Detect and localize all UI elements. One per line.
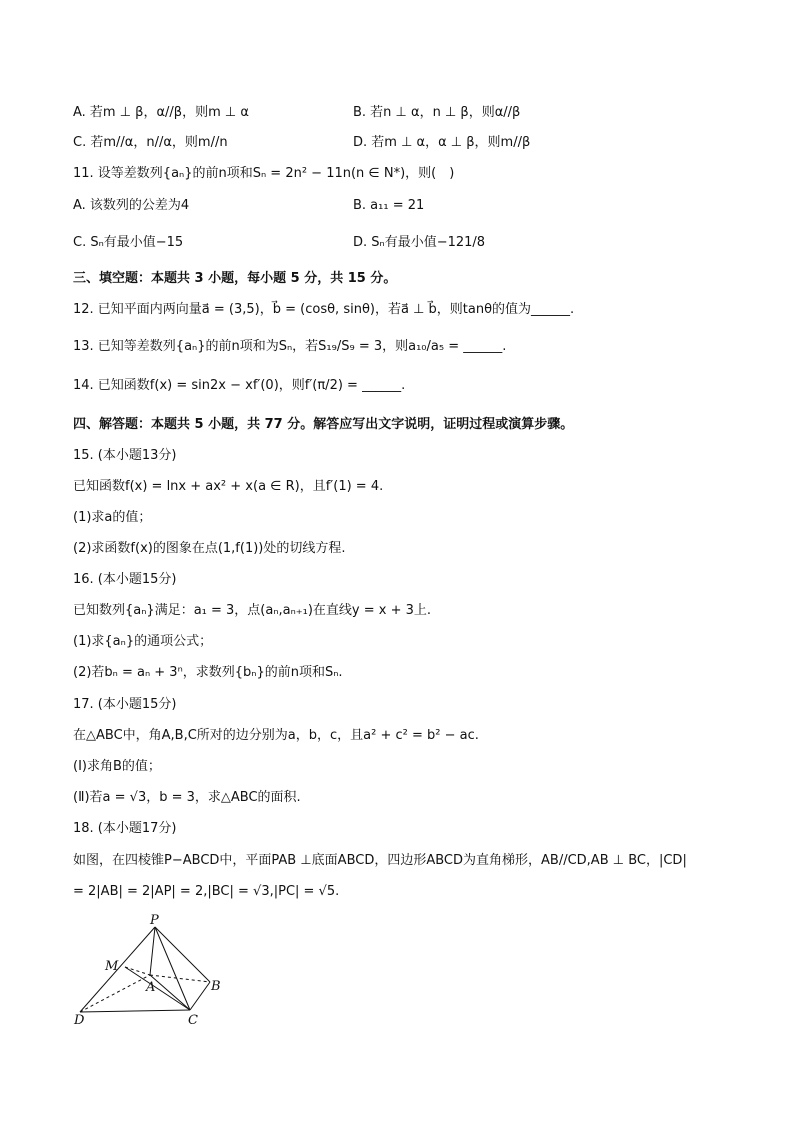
q17-stem: 在△ABC中，角A,B,C所对的边分别为a，b，c，且a² + c² = b² − ac. [73,728,479,743]
label-b: B [211,979,221,994]
q16-title: 16. (本小题15分) [73,572,177,587]
q14-text: 14. 已知函数f(x) = sin2x − xf′(0)，则f′(π/2) = ______. [73,378,406,393]
q15-part-2: (2)求函数f(x)的图象在点(1,f(1))处的切线方程. [73,541,346,556]
section4-heading: 四、解答题：本题共 5 小题，共 77 分。解答应写出文字说明，证明过程或演算步骤。 [73,417,574,432]
q11-stem: 11. 设等差数列{aₙ}的前n项和Sₙ = 2n² − 11n(n ∈ N*)，则( ) [73,166,455,181]
q13-text: 13. 已知等差数列{aₙ}的前n项和为Sₙ，若S₁₉/S₉ = 3，则a₁₀/a₅ = ______. [73,339,507,354]
q11-option-a: A. 该数列的公差为4 [73,198,190,213]
q10-option-b: B. 若n ⊥ α，n ⊥ β，则α//β [353,105,521,120]
q18-title: 18. (本小题17分) [73,821,177,836]
q10-option-c: C. 若m//α，n//α，则m//n [73,135,228,150]
q15-part-1: (1)求a的值； [73,510,152,525]
label-m: M [105,959,119,974]
q16-stem: 已知数列{aₙ}满足：a₁ = 3，点(aₙ,aₙ₊₁)在直线y = x + 3上. [73,603,432,618]
q11-option-b: B. a₁₁ = 21 [353,198,425,213]
section3-heading: 三、填空题：本题共 3 小题，每小题 5 分，共 15 分。 [73,271,397,286]
q11-option-c: C. Sₙ有最小值−15 [73,235,184,250]
q15-title: 15. (本小题13分) [73,448,177,463]
label-c: C [188,1013,198,1027]
q18-stem-line2: = 2|AB| = 2|AP| = 2,|BC| = √3,|PC| = √5. [73,884,340,899]
q16-part-1: (1)求{aₙ}的通项公式； [73,634,213,649]
q18-stem-line1: 如图，在四棱锥P−ABCD中，平面PAB ⊥底面ABCD，四边形ABCD为直角梯形，AB//CD,AB ⊥ BC，|CD| [73,853,687,868]
label-a: A [146,980,156,995]
q17-part-1: (Ⅰ)求角B的值； [73,759,161,774]
label-p: P [150,913,159,928]
q15-stem: 已知函数f(x) = lnx + ax² + x(a ∈ R)，且f′(1) = 4. [73,479,384,494]
q17-title: 17. (本小题15分) [73,697,177,712]
label-d: D [74,1013,85,1027]
q12-text: 12. 已知平面内两向量a⃗ = (3,5)，b⃗ = (cosθ, sinθ)，若a⃗ ⊥ b⃗，则tanθ的值为______. [73,302,575,317]
q10-option-d: D. 若m ⊥ α，α ⊥ β，则m//β [353,135,531,150]
q16-part-2: (2)若bₙ = aₙ + 3ⁿ，求数列{bₙ}的前n项和Sₙ. [73,665,343,680]
q11-option-d: D. Sₙ有最小值−121/8 [353,235,486,250]
pyramid-figure [70,912,240,1027]
q10-option-a: A. 若m ⊥ β，α//β，则m ⊥ α [73,105,249,120]
q17-part-2: (Ⅱ)若a = √3，b = 3，求△ABC的面积. [73,790,301,805]
